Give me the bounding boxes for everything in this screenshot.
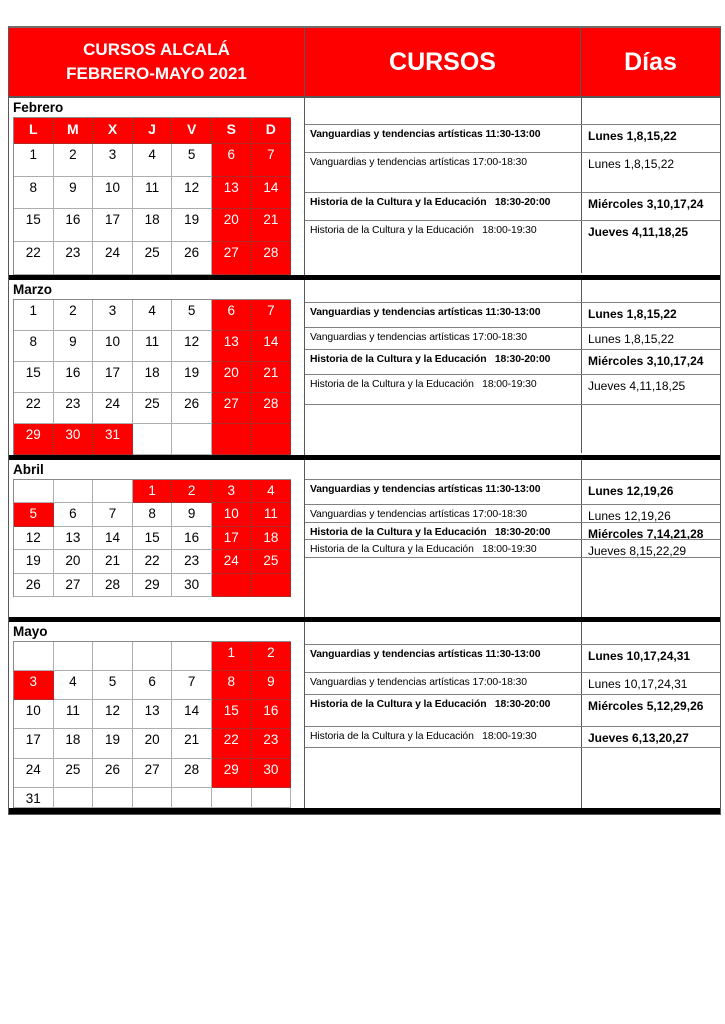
course-row (305, 303, 720, 328)
months-container (9, 98, 720, 814)
schedule-table (8, 26, 721, 815)
day-cell: 3 (93, 300, 133, 331)
day-cell: 12 (93, 700, 133, 729)
day-cell: 12 (172, 331, 212, 362)
day-cell: 15 (14, 209, 54, 242)
empty-day-cell (93, 788, 133, 808)
day-cell: 16 (252, 700, 292, 729)
day-cell: 22 (212, 729, 252, 758)
day-cell: 25 (54, 759, 94, 788)
course-rows (305, 460, 720, 617)
day-cell: 8 (212, 671, 252, 700)
day-cell: 25 (133, 393, 173, 424)
empty-day-cell (212, 788, 252, 808)
empty-day-cell (14, 642, 54, 671)
course-cell (305, 748, 581, 808)
course-row (305, 328, 720, 350)
course-row (305, 460, 720, 480)
day-cell: 21 (172, 729, 212, 758)
day-cell: 27 (54, 574, 94, 598)
days-cell: Jueves 4,11,18,25 (581, 221, 720, 273)
course-cell: Historia de la Cultura y la Educación 18:30-20:00 (310, 526, 551, 538)
day-cell: 24 (14, 759, 54, 788)
day-cell: 21 (252, 362, 292, 393)
day-cell: 7 (93, 503, 133, 527)
days-cell (581, 748, 720, 808)
day-cell: 21 (252, 209, 292, 242)
course-cell: Historia de la Cultura y la Educación 18:00-19:30 (310, 225, 537, 236)
month-label: Abril (13, 461, 44, 477)
days-cell (581, 558, 720, 617)
day-cell: 28 (93, 574, 133, 598)
month-label: Febrero (13, 100, 64, 115)
course-row (305, 673, 720, 695)
day-cell: 27 (133, 759, 173, 788)
day-cell: 28 (252, 393, 292, 424)
days-cell: Miércoles 3,10,17,24 (581, 193, 720, 220)
month-section-febrero (9, 98, 720, 275)
day-cell: 14 (93, 527, 133, 551)
day-cell: 19 (172, 209, 212, 242)
course-row (305, 727, 720, 748)
course-cell (305, 280, 581, 302)
weekday-header-cell: L (14, 118, 54, 144)
month-label: Marzo (13, 281, 53, 297)
day-cell: 9 (54, 177, 94, 210)
course-rows (305, 280, 720, 455)
day-cell: 18 (54, 729, 94, 758)
day-cell: 23 (252, 729, 292, 758)
course-row (305, 748, 720, 808)
weekday-header-cell: X (93, 118, 133, 144)
course-row (305, 645, 720, 673)
empty-day-cell (54, 480, 94, 504)
day-cell: 16 (54, 362, 94, 393)
day-cell: 14 (252, 177, 292, 210)
course-row (305, 523, 720, 540)
day-cell: 5 (14, 503, 54, 527)
day-cell: 15 (212, 700, 252, 729)
day-cell: 31 (14, 788, 54, 808)
course-cell: Vanguardias y tendencias artísticas 11:30-13:00 (310, 483, 541, 495)
day-cell: 1 (212, 642, 252, 671)
day-cell: 5 (172, 144, 212, 177)
course-cell (305, 405, 581, 453)
table-header-title (9, 28, 305, 96)
day-cell: 20 (212, 362, 252, 393)
empty-day-cell (172, 642, 212, 671)
empty-day-cell (172, 788, 212, 808)
course-cell (305, 622, 581, 644)
day-cell: 9 (252, 671, 292, 700)
calendar-grid (13, 117, 291, 275)
empty-day-cell (93, 480, 133, 504)
day-cell: 24 (93, 242, 133, 275)
course-row (305, 280, 720, 303)
days-cell: Lunes 10,17,24,31 (581, 645, 720, 672)
day-cell: 14 (252, 331, 292, 362)
day-cell: 19 (93, 729, 133, 758)
days-cell: Jueves 4,11,18,25 (581, 375, 720, 404)
day-cell: 11 (133, 177, 173, 210)
table-header-row (9, 28, 720, 98)
course-row (305, 405, 720, 453)
course-cell: Vanguardias y tendencias artísticas 17:00-18:30 (310, 676, 527, 688)
day-cell: 23 (172, 550, 212, 574)
day-cell: 18 (252, 527, 292, 551)
day-cell: 1 (14, 300, 54, 331)
days-cell (581, 98, 720, 124)
month-label: Mayo (13, 623, 48, 639)
course-cell (305, 98, 581, 124)
days-cell: Lunes 10,17,24,31 (581, 673, 720, 694)
day-cell: 9 (172, 503, 212, 527)
day-cell: 5 (172, 300, 212, 331)
day-cell: 5 (93, 671, 133, 700)
day-cell: 28 (172, 759, 212, 788)
day-cell: 6 (212, 300, 252, 331)
day-cell: 19 (172, 362, 212, 393)
day-cell: 24 (93, 393, 133, 424)
days-cell (581, 405, 720, 453)
days-cell: Miércoles 5,12,29,26 (581, 695, 720, 726)
day-cell: 27 (212, 242, 252, 275)
day-cell: 10 (212, 503, 252, 527)
day-cell: 4 (133, 300, 173, 331)
course-cell: Vanguardias y tendencias artísticas 11:30-13:00 (310, 129, 541, 140)
course-cell: Historia de la Cultura y la Educación 18:00-19:30 (310, 378, 537, 390)
day-cell: 11 (54, 700, 94, 729)
day-cell: 29 (14, 424, 54, 455)
day-cell: 22 (14, 393, 54, 424)
day-cell: 31 (93, 424, 133, 455)
day-cell: 3 (212, 480, 252, 504)
day-cell: 6 (133, 671, 173, 700)
day-cell: 8 (133, 503, 173, 527)
days-cell (581, 280, 720, 302)
course-row (305, 193, 720, 221)
days-cell (581, 622, 720, 644)
course-cell: Vanguardias y tendencias artísticas 11:30-13:00 (310, 648, 541, 660)
course-row (305, 540, 720, 558)
calendar-column (9, 460, 305, 617)
day-cell: 20 (212, 209, 252, 242)
day-cell: 12 (14, 527, 54, 551)
empty-day-cell (133, 642, 173, 671)
day-cell: 29 (133, 574, 173, 598)
day-cell: 17 (93, 362, 133, 393)
day-cell: 16 (54, 209, 94, 242)
empty-day-cell (252, 424, 292, 455)
weekday-header-cell: D (252, 118, 292, 144)
day-cell: 29 (212, 759, 252, 788)
day-cell: 10 (93, 331, 133, 362)
course-row (305, 505, 720, 523)
day-cell: 20 (133, 729, 173, 758)
day-cell: 30 (172, 574, 212, 598)
day-cell: 30 (252, 759, 292, 788)
empty-day-cell (172, 424, 212, 455)
course-row (305, 558, 720, 617)
course-row (305, 622, 720, 645)
day-cell: 1 (14, 144, 54, 177)
course-cell (305, 460, 581, 479)
day-cell: 23 (54, 393, 94, 424)
course-cell: Vanguardias y tendencias artísticas 17:00-18:30 (310, 331, 527, 343)
course-cell: Historia de la Cultura y la Educación 18:30-20:00 (310, 197, 551, 208)
days-cell: Lunes 1,8,15,22 (581, 125, 720, 152)
day-cell: 26 (14, 574, 54, 598)
course-row (305, 695, 720, 727)
empty-day-cell (133, 424, 173, 455)
day-cell: 13 (133, 700, 173, 729)
day-cell: 30 (54, 424, 94, 455)
days-cell: Miércoles 7,14,21,28 (581, 523, 720, 539)
day-cell: 13 (54, 527, 94, 551)
weekday-header-cell: V (172, 118, 212, 144)
empty-day-cell (252, 788, 292, 808)
day-cell: 16 (172, 527, 212, 551)
table-header-dias: Días (624, 47, 677, 76)
course-cell: Historia de la Cultura y la Educación 18:30-20:00 (310, 353, 551, 365)
empty-day-cell (212, 424, 252, 455)
day-cell: 7 (252, 300, 292, 331)
day-cell: 14 (172, 700, 212, 729)
day-cell: 13 (212, 177, 252, 210)
table-header-cursos: CURSOS (305, 28, 581, 96)
day-cell: 4 (252, 480, 292, 504)
day-cell: 1 (133, 480, 173, 504)
day-cell: 2 (54, 144, 94, 177)
day-cell: 26 (93, 759, 133, 788)
empty-day-cell (212, 574, 252, 598)
days-cell: Lunes 12,19,26 (581, 480, 720, 504)
day-cell: 13 (212, 331, 252, 362)
empty-day-cell (93, 642, 133, 671)
day-cell: 17 (212, 527, 252, 551)
days-cell: Miércoles 3,10,17,24 (581, 350, 720, 374)
calendar-grid (13, 641, 291, 808)
course-cell: Vanguardias y tendencias artísticas 17:00-18:30 (310, 157, 527, 168)
day-cell: 2 (54, 300, 94, 331)
empty-day-cell (54, 788, 94, 808)
day-cell: 3 (14, 671, 54, 700)
day-cell: 3 (93, 144, 133, 177)
day-cell: 7 (252, 144, 292, 177)
weekday-header-cell: J (133, 118, 173, 144)
day-cell: 7 (172, 671, 212, 700)
days-cell: Lunes 1,8,15,22 (581, 153, 720, 192)
empty-day-cell (14, 480, 54, 504)
calendar-column (9, 280, 305, 455)
days-cell: Lunes 1,8,15,22 (581, 328, 720, 349)
course-row (305, 98, 720, 125)
course-rows (305, 98, 720, 275)
section-divider (9, 808, 720, 814)
empty-day-cell (252, 574, 292, 598)
course-cell: Vanguardias y tendencias artísticas 11:30-13:00 (310, 306, 541, 318)
day-cell: 24 (212, 550, 252, 574)
day-cell: 11 (133, 331, 173, 362)
course-cell: Historia de la Cultura y la Educación 18:30-20:00 (310, 698, 551, 710)
calendar-grid (13, 479, 291, 598)
course-row (305, 221, 720, 273)
day-cell: 10 (14, 700, 54, 729)
day-cell: 10 (93, 177, 133, 210)
title-line2: FEBRERO-MAYO 2021 (66, 64, 247, 83)
day-cell: 27 (212, 393, 252, 424)
days-cell: Lunes 12,19,26 (581, 505, 720, 522)
day-cell: 22 (14, 242, 54, 275)
calendar-grid (13, 299, 291, 455)
days-cell: Lunes 1,8,15,22 (581, 303, 720, 327)
month-section-mayo (9, 622, 720, 808)
month-section-abril (9, 460, 720, 617)
empty-day-cell (133, 788, 173, 808)
day-cell: 9 (54, 331, 94, 362)
course-row (305, 153, 720, 193)
day-cell: 4 (133, 144, 173, 177)
day-cell: 21 (93, 550, 133, 574)
day-cell: 8 (14, 177, 54, 210)
day-cell: 26 (172, 242, 212, 275)
course-row (305, 375, 720, 405)
day-cell: 22 (133, 550, 173, 574)
day-cell: 26 (172, 393, 212, 424)
title-line1: CURSOS ALCALÁ (83, 40, 230, 60)
days-cell: Jueves 6,13,20,27 (581, 727, 720, 747)
day-cell: 18 (133, 209, 173, 242)
weekday-header-cell: M (54, 118, 94, 144)
course-cell: Vanguardias y tendencias artísticas 17:00-18:30 (310, 508, 527, 520)
weekday-header-cell: S (212, 118, 252, 144)
calendar-column (9, 622, 305, 808)
calendar-column (9, 98, 305, 275)
day-cell: 2 (252, 642, 292, 671)
course-row (305, 125, 720, 153)
day-cell: 11 (252, 503, 292, 527)
day-cell: 8 (14, 331, 54, 362)
course-cell: Historia de la Cultura y la Educación 18:00-19:30 (310, 543, 537, 555)
course-row (305, 350, 720, 375)
course-rows (305, 622, 720, 808)
day-cell: 25 (133, 242, 173, 275)
days-cell: Jueves 8,15,22,29 (581, 540, 720, 557)
day-cell: 20 (54, 550, 94, 574)
day-cell: 6 (54, 503, 94, 527)
day-cell: 25 (252, 550, 292, 574)
day-cell: 6 (212, 144, 252, 177)
day-cell: 23 (54, 242, 94, 275)
day-cell: 17 (14, 729, 54, 758)
day-cell: 4 (54, 671, 94, 700)
day-cell: 18 (133, 362, 173, 393)
day-cell: 28 (252, 242, 292, 275)
day-cell: 19 (14, 550, 54, 574)
course-cell (305, 558, 581, 617)
day-cell: 12 (172, 177, 212, 210)
day-cell: 15 (14, 362, 54, 393)
month-section-marzo (9, 280, 720, 455)
course-cell: Historia de la Cultura y la Educación 18:00-19:30 (310, 730, 537, 742)
day-cell: 2 (172, 480, 212, 504)
days-cell (581, 460, 720, 479)
course-row (305, 480, 720, 505)
empty-day-cell (54, 642, 94, 671)
day-cell: 15 (133, 527, 173, 551)
day-cell: 17 (93, 209, 133, 242)
